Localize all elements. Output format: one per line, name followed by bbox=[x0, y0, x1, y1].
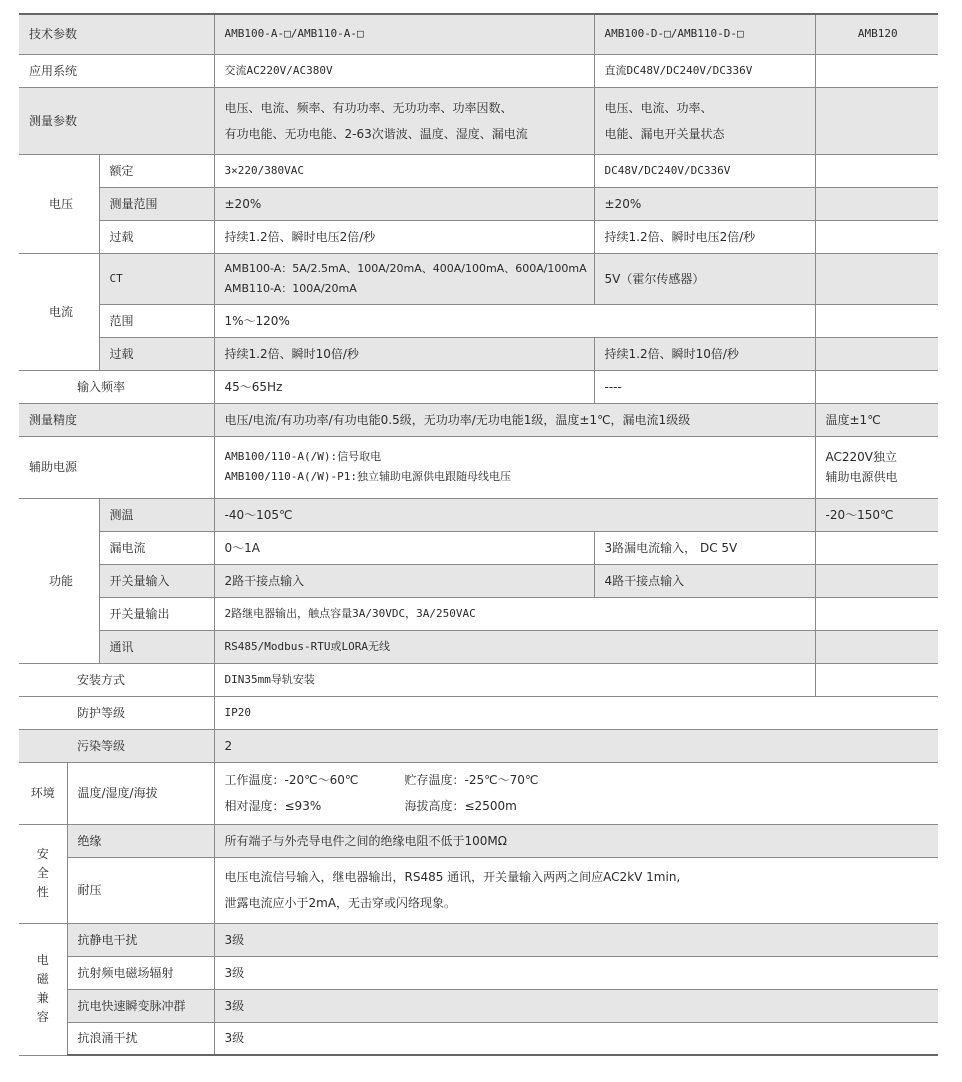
table-row bbox=[19, 403, 938, 436]
cell-all bbox=[214, 857, 938, 923]
row-label: 抗静电干扰 bbox=[67, 923, 214, 956]
cell-all: 3级 bbox=[214, 1022, 938, 1055]
row-label: 输入频率 bbox=[19, 370, 214, 403]
row-label: 漏电流 bbox=[99, 531, 214, 564]
cell-amb120 bbox=[815, 304, 938, 337]
header-col-amb120: AMB120 bbox=[815, 14, 938, 54]
row-label: 安装方式 bbox=[19, 663, 214, 696]
cell-d: 持续1.2倍、瞬时电压2倍/秒 bbox=[594, 220, 815, 253]
table-row bbox=[19, 762, 938, 824]
cell-ad: DIN35mm导轨安装 bbox=[214, 663, 815, 696]
cell-amb120 bbox=[815, 436, 938, 498]
cell-all: 所有端子与外壳导电件之间的绝缘电阻不低于100MΩ bbox=[214, 824, 938, 857]
table-row bbox=[19, 531, 938, 564]
cell-amb120 bbox=[815, 564, 938, 597]
cell-d: ---- bbox=[594, 370, 815, 403]
row-label: CT bbox=[99, 253, 214, 304]
table-row bbox=[19, 370, 938, 403]
row-label: 辅助电源 bbox=[19, 436, 214, 498]
table-row bbox=[19, 824, 938, 857]
cell-amb120 bbox=[815, 87, 938, 154]
cell-d: 持续1.2倍、瞬时10倍/秒 bbox=[594, 337, 815, 370]
table-row bbox=[19, 597, 938, 630]
group-label-safety bbox=[19, 824, 67, 923]
table-row bbox=[19, 696, 938, 729]
cell-a bbox=[214, 253, 594, 304]
table-row bbox=[19, 857, 938, 923]
row-label: 抗电快速瞬变脉冲群 bbox=[67, 989, 214, 1022]
group-label-voltage: 电压 bbox=[19, 154, 99, 253]
row-label: 抗浪涌干扰 bbox=[67, 1022, 214, 1055]
cell-amb120 bbox=[815, 187, 938, 220]
cell-a: 45～65Hz bbox=[214, 370, 594, 403]
cell-a bbox=[214, 87, 594, 154]
table-row bbox=[19, 54, 938, 87]
cell-amb120 bbox=[815, 337, 938, 370]
cell-ad bbox=[214, 436, 815, 498]
cell-d bbox=[594, 87, 815, 154]
cell-amb120 bbox=[815, 154, 938, 187]
table-row bbox=[19, 337, 938, 370]
humidity: 相对湿度：≤93% bbox=[224, 799, 322, 813]
cell-line: 电压、电流、频率、有功功率、无功功率、功率因数、 bbox=[224, 100, 513, 115]
row-label: 绝缘 bbox=[67, 824, 214, 857]
row-label: 抗射频电磁场辐射 bbox=[67, 956, 214, 989]
table-row bbox=[19, 187, 938, 220]
cell-line: AMB110-A：100A/20mA bbox=[224, 281, 357, 295]
cell-ad: 2路继电器输出，触点容量3A/30VDC，3A/250VAC bbox=[214, 597, 815, 630]
row-label: 开关量输出 bbox=[99, 597, 214, 630]
cell-all: IP20 bbox=[214, 696, 938, 729]
cell-d: 3路漏电流输入， DC 5V bbox=[594, 531, 815, 564]
cell-ad: RS485/Modbus-RTU或LORA无线 bbox=[214, 630, 815, 663]
table-row bbox=[19, 923, 938, 956]
row-label: 开关量输入 bbox=[99, 564, 214, 597]
table-row bbox=[19, 498, 938, 531]
cell-amb120: 温度±1℃ bbox=[815, 403, 938, 436]
cell-line bbox=[225, 767, 931, 793]
row-label: 测量精度 bbox=[19, 403, 214, 436]
cell-a: 3×220/380VAC bbox=[214, 154, 594, 187]
header-label: 技术参数 bbox=[19, 14, 214, 54]
table-row bbox=[19, 630, 938, 663]
group-label-text: 电磁兼容 bbox=[36, 953, 49, 1024]
row-label: 通讯 bbox=[99, 630, 214, 663]
row-label: 过载 bbox=[99, 220, 214, 253]
cell-ad: 电压/电流/有功功率/有功电能0.5级，无功功率/无功电能1级，温度±1℃，漏电流1级级 bbox=[214, 403, 815, 436]
cell-line: 电能、漏电开关量状态 bbox=[604, 126, 725, 141]
table-row bbox=[19, 220, 938, 253]
table-row bbox=[19, 663, 938, 696]
cell-all: 3级 bbox=[214, 956, 938, 989]
cell-amb120 bbox=[815, 220, 938, 253]
storage-temp: 贮存温度：-25℃～70℃ bbox=[404, 773, 539, 787]
cell-ad: -40～105℃ bbox=[214, 498, 815, 531]
cell-line: AMB100-A：5A/2.5mA、100A/20mA、400A/100mA、600A/100mA bbox=[224, 261, 587, 275]
cell-line bbox=[225, 793, 931, 819]
cell-amb120 bbox=[815, 370, 938, 403]
row-label: 测量范围 bbox=[99, 187, 214, 220]
cell-line: 泄露电流应小于2mA，无击穿或闪络现象。 bbox=[224, 896, 457, 910]
group-label-emc bbox=[19, 923, 67, 1055]
cell-amb120 bbox=[815, 531, 938, 564]
cell-a: 持续1.2倍、瞬时电压2倍/秒 bbox=[214, 220, 594, 253]
group-label-environment: 环境 bbox=[19, 762, 67, 824]
cell-d: DC48V/DC240V/DC336V bbox=[594, 154, 815, 187]
row-label: 耐压 bbox=[67, 857, 214, 923]
cell-amb120 bbox=[815, 253, 938, 304]
table-row bbox=[19, 304, 938, 337]
header-col-d: AMB100-D-□/AMB110-D-□ bbox=[594, 14, 815, 54]
row-label: 额定 bbox=[99, 154, 214, 187]
cell-all: 3级 bbox=[214, 989, 938, 1022]
cell-amb120 bbox=[815, 663, 938, 696]
cell-d: ±20% bbox=[594, 187, 815, 220]
cell-amb120 bbox=[815, 54, 938, 87]
table-row bbox=[19, 989, 938, 1022]
cell-ad: 1%～120% bbox=[214, 304, 815, 337]
row-label: 测量参数 bbox=[19, 87, 214, 154]
working-temp: 工作温度：-20℃～60℃ bbox=[224, 773, 359, 787]
cell-line: 有功电能、无功电能、2-63次谐波、温度、湿度、漏电流 bbox=[224, 126, 528, 141]
header-col-a: AMB100-A-□/AMB110-A-□ bbox=[214, 14, 594, 54]
cell-all bbox=[214, 762, 938, 824]
cell-line: 电压电流信号输入，继电器输出，RS485 通讯，开关量输入两两之间应AC2kV 1min, bbox=[224, 870, 681, 884]
cell-d: 5V（霍尔传感器） bbox=[594, 253, 815, 304]
cell-d: 4路干接点输入 bbox=[594, 564, 815, 597]
cell-line: AMB100/110-A(/W)-P1:独立辅助电源供电跟随母线电压 bbox=[224, 470, 511, 483]
cell-d: 直流DC48V/DC240V/DC336V bbox=[594, 54, 815, 87]
table-row bbox=[19, 253, 938, 304]
row-label: 温度/湿度/海拔 bbox=[67, 762, 214, 824]
cell-a: 持续1.2倍、瞬时10倍/秒 bbox=[214, 337, 594, 370]
group-label-text: 安全性 bbox=[36, 847, 49, 899]
cell-amb120 bbox=[815, 597, 938, 630]
cell-a: 0～1A bbox=[214, 531, 594, 564]
table-row bbox=[19, 564, 938, 597]
cell-line: 辅助电源供电 bbox=[825, 470, 898, 484]
table-row bbox=[19, 956, 938, 989]
cell-amb120 bbox=[815, 630, 938, 663]
technical-parameters-table bbox=[19, 13, 938, 1056]
group-label-function: 功能 bbox=[19, 498, 99, 663]
cell-line: AMB100/110-A(/W):信号取电 bbox=[224, 450, 382, 463]
table-row bbox=[19, 154, 938, 187]
table-row bbox=[19, 1022, 938, 1055]
row-label: 应用系统 bbox=[19, 54, 214, 87]
table-row bbox=[19, 729, 938, 762]
group-label-current: 电流 bbox=[19, 253, 99, 370]
row-label: 污染等级 bbox=[19, 729, 214, 762]
row-label: 范围 bbox=[99, 304, 214, 337]
table-row bbox=[19, 87, 938, 154]
cell-a: ±20% bbox=[214, 187, 594, 220]
cell-all: 2 bbox=[214, 729, 938, 762]
cell-a: 交流AC220V/AC380V bbox=[214, 54, 594, 87]
cell-all: 3级 bbox=[214, 923, 938, 956]
cell-line: AC220V独立 bbox=[825, 450, 897, 464]
altitude: 海拔高度：≤2500m bbox=[404, 799, 517, 813]
table-row bbox=[19, 436, 938, 498]
row-label: 测温 bbox=[99, 498, 214, 531]
cell-amb120: -20～150℃ bbox=[815, 498, 938, 531]
table-header-row bbox=[19, 14, 938, 54]
cell-line: 电压、电流、功率、 bbox=[604, 100, 713, 115]
row-label: 过载 bbox=[99, 337, 214, 370]
cell-a: 2路干接点输入 bbox=[214, 564, 594, 597]
row-label: 防护等级 bbox=[19, 696, 214, 729]
